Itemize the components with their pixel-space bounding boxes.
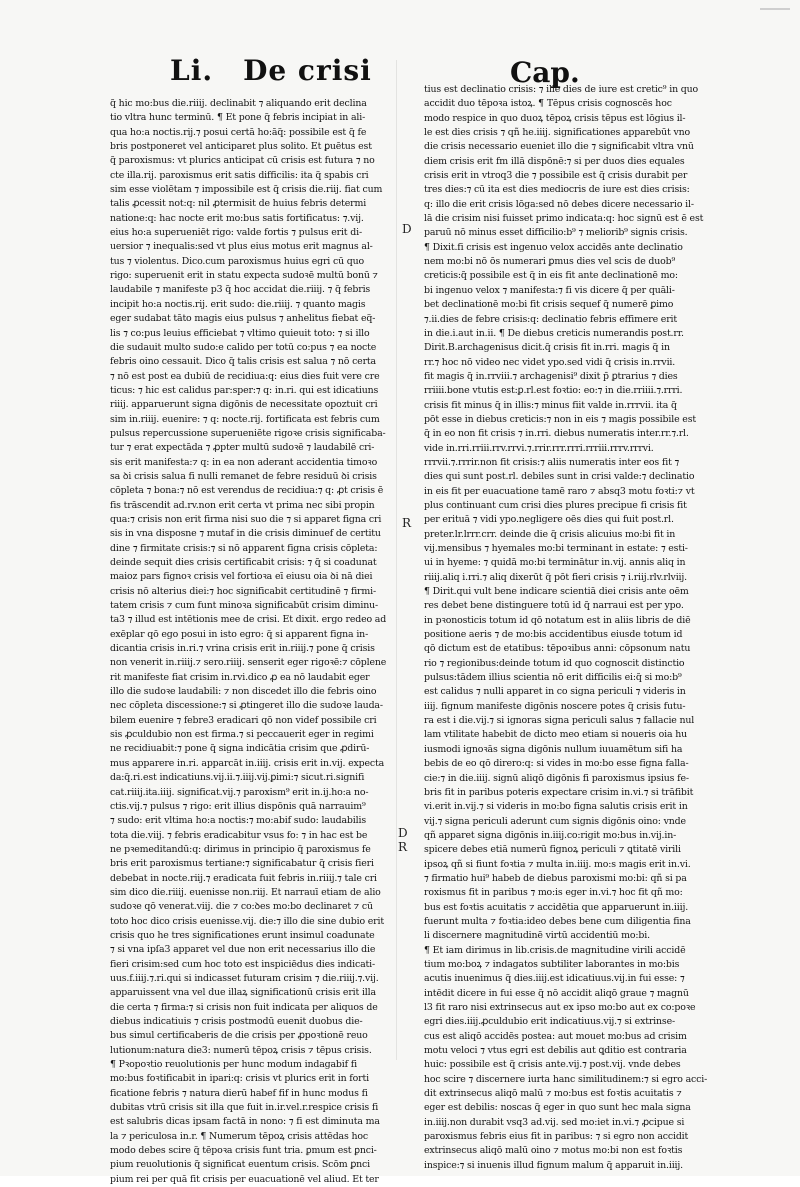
text-line: exēplar qō ego posui in isto egro: q̃ si apparent figna in- <box>110 628 369 640</box>
text-line: q̃ hic mo:bus die.riiij. declinabit ⁊ aliquando erit declina <box>110 98 367 109</box>
text-line: pōt esse in diebus creticis:⁊ non in eis ⁊ magis possibile est <box>424 413 696 425</box>
text-line: dubitas vtrū crisis sit illa que fuit in.ir.vel.r.respice crisis fi <box>110 1102 379 1114</box>
text-line: ticus: ⁊ hic est calidus par:sper:⁊ q: in.ri. qui est idicatiuns <box>110 384 379 396</box>
text-line: in die.i.aut in.ii. ¶ De diebus creticis numerandis post.rr. <box>424 327 684 339</box>
text-line: egri dies.iiij.ꝓculdubio erit indicatiuus.vij.⁊ si extrinse- <box>424 1016 675 1028</box>
text-line: apparuissent vna vel due illaꝝ significationū crisis erit illa <box>110 987 376 999</box>
text-line: in.iiij.non durabit vsq3 ad.vij. sed mo:iet in.vi.⁊ ꝓcipue si <box>424 1116 685 1128</box>
page-edge <box>760 8 790 30</box>
text-line: rr.⁊ hoc nō video nec videt ypo.sed vidi q̃ crisis in.rrvii. <box>424 356 676 368</box>
text-line: ¶ Dirit.qui vult bene indicare scientiā diei crisis ante oēm <box>424 586 689 598</box>
text-line: pulsus:tādem illius scientia nō erit difficilis ei:q̃ si mo:b⁹ <box>424 672 682 684</box>
text-line: qñ apparet signa digōnis in.iiij.co:rigit mo:bus in.vij.in- <box>424 829 677 841</box>
text-line: ra est i die.vij.⁊ si ignoras signa periculi salus ⁊ fallacie nul <box>424 715 695 727</box>
text-line: ¶ Et iam dirimus in lib.crisis.de magnitudine virili accidē <box>424 944 686 956</box>
text-line: q: illo die erit crisis lōga:sed nō debes dicere necessario il- <box>424 198 694 210</box>
text-line: rit manifeste fiat crisim in.rvi.dico ꝓ ea nō laudabit eger <box>110 671 370 683</box>
text-line: vij.⁊ signa periculi aderunt cum signis digōnis oino: vnde <box>424 815 686 827</box>
text-line: die certa ⁊ firma:⁊ si crisis non fuit indicata per aliquos de <box>110 1001 378 1013</box>
text-line: bus est foꝛtis acuitatis ⁊ accidētia que apparuerunt in.iiij. <box>424 901 689 913</box>
column-gutter <box>396 60 397 1060</box>
text-line: preter.lr.lrrr.crr. deinde die q̃ crisis alicuius mo:bi fit in <box>424 528 676 540</box>
text-line: dies qui sunt post.rl. debiles sunt in crisi valde:⁊ declinatio <box>424 471 695 483</box>
text-line: qō dictum est de etatibus: tēpoꝛibus anni: cōpsonum natu <box>424 643 691 655</box>
text-line: q̃ paroxismus: vt plurics anticipat cū crisis est futura ⁊ no <box>110 155 375 167</box>
text-line: ¶ Pꝛopoꝛtio reuolutionis per hunc modum indagabif fi <box>110 1059 357 1071</box>
text-line: nec cōpleta discessione:⁊ si ꝓtingeret illo die sudoꝛe lauda- <box>110 700 383 712</box>
text-line: intēdit dicere in fui esse q̃ nō accidit aliqō graue ⁊ magnū <box>424 987 689 999</box>
text-line: sis ꝓculdubio non est firma.⁊ si peccauerit eger in regimi <box>110 729 374 741</box>
text-line: tur ⁊ erat expectāda ⁊ ꝓpter multū sudoꝛē ⁊ laudabilē cri- <box>110 442 375 454</box>
text-line: tium mo:boꝝ ⁊ indagatos subtiliter laborantes in mo:bis <box>424 958 680 970</box>
text-line: debebat in nocte.riij.⁊ eradicata fuit febris in.riiij.⁊ tale cri <box>110 872 377 884</box>
margin-note-r: R <box>398 840 408 854</box>
text-line: diem crisis erit fm illā dispōnē:⁊ si per duos dies equales <box>424 155 685 167</box>
text-line: dine ⁊ firmitate crisis:⁊ si nō apparent figna crisis cōpleta: <box>110 542 378 554</box>
text-line: eger sudabat tāto magis eius pulsus ⁊ anhelitus fiebat eq̃- <box>110 313 376 325</box>
text-line: vi.erit in.vij.⁊ si videris in mo:bo figna salutis crisis erit in <box>424 801 688 813</box>
text-line: crisis fit minus q̃ in illis:⁊ minus fiit valde in.rrrvii. ita q̃ <box>424 399 677 411</box>
text-line: rrrvii.⁊.rrrir.non fit crisis:⁊ aliis numeratis inter eos fit ⁊ <box>424 456 680 468</box>
text-line: die sudauit multo sudo:e calido per totū co:pus ⁊ ea nocte <box>110 341 377 353</box>
text-line: modo debes scire q̃ tēpoꝛa crisis funt tria. ꝑmum est ꝑnci- <box>110 1145 377 1157</box>
text-line: bi ingenuo velox ⁊ manifesta:⁊ fi vis dicere q̃ per quāli- <box>424 284 675 296</box>
text-line: hoc scire ⁊ discernere iurta hanc similitudinem:⁊ si egro acci- <box>424 1073 708 1085</box>
text-line: inspice:⁊ si inuenis illud fignum malum q̃ apparuit in.iiij. <box>424 1159 683 1171</box>
text-line: sudoꝛe qō venerat.viij. die ⁊ co:ꝺes mo:bo declinaret ⁊ cū <box>110 901 373 913</box>
text-line: sis in vna disposne ⁊ mutaf in die crisis diminuef de certitu <box>110 528 381 540</box>
text-line: creticis:q̃ possibile est q̃ in eis fit ante declinationē mo: <box>424 270 678 282</box>
text-line: ipsoꝝ qñ si fiunt foꝛtia ⁊ multa in.iiij. mo:s magis erit in.vi. <box>424 858 691 870</box>
text-line: uus.f.iiij.⁊.ri.qui si indicasset futuram crisim ⁊ die.riiij.⁊.vij. <box>110 972 379 984</box>
text-line: positione aeris ⁊ de mo:bis accidentibus eiusde totum id <box>424 629 683 641</box>
text-line: motu veloci ⁊ vtus egri est debilis aut ꝗditio est contraria <box>424 1045 687 1057</box>
text-line: lam vtilitate habebit de dicto meo etiam si noueris oia hu <box>424 729 688 741</box>
text-line: accidit duo tēpoꝛa istoꝝ. ¶ Tēpus crisis cognoscēs hoc <box>424 98 672 110</box>
text-line: modo respice in quo duoꝝ tēpoꝝ crisis tēpus est lōgius il- <box>424 112 686 124</box>
text-line: pulsus repercussione superueniēte rigoꝛe crisis significaba- <box>110 427 386 439</box>
text-line: Dirit.B.archagenisus dicit.q̃ crisis fit in.rri. magis q̃ in <box>424 342 670 354</box>
text-line: rriiii.bone vtutis est:ꝑ.rl.est foꝛtio: eo:⁊ in die.rriiii.⁊.rrri. <box>424 385 683 397</box>
text-line: mus apparere in.ri. apparcāt in.iiij. crisis erit in.vij. expecta <box>110 757 385 769</box>
text-line: tota die.viij. ⁊ febris eradicabitur vsus fo: ⁊ in hac est be <box>110 829 368 841</box>
text-line: sim esse violētam ⁊ impossibile est q̃ crisis die.riij. fiat cum <box>110 184 383 196</box>
text-line: talis ꝓcessit not:q: nil ꝓtermisit de huius febris determi <box>110 198 367 210</box>
text-line: ⁊.ii.dies de febre crisis:q: declinatio febris effimere erit <box>424 313 677 325</box>
text-line: li discernere magnitudinē virtū accidentiū mo:bi. <box>424 930 650 942</box>
left-text-column <box>110 97 388 1185</box>
text-line: bet declinationē mo:bi fit crisis sequef q̃ numerē ꝑimo <box>424 299 674 311</box>
text-line: in pꝛonosticis totum id qō notatum est in aliis libris de diē <box>424 614 691 626</box>
text-line: ne pꝛemeditandū:q: dirimus in principio q̃ paroxismus fe <box>110 843 371 855</box>
text-line: per erituā ⁊ vidi ypo.negligere oēs dies qui fuit post.rl. <box>424 514 674 526</box>
text-line: dicantia crisis in.ri.⁊ vrina crisis erit in.riiij.⁊ pone q̃ crisis <box>110 643 375 655</box>
text-line: plus continuant cum crisi dies plures precipue fi crisis fit <box>424 499 687 511</box>
text-line: acutis inuenimus q̃ dies.iiij.est idicatiuus.vij.in fui esse: ⁊ <box>424 973 685 985</box>
text-line: sa ꝺi crisis salua fi nulli remanet de febre residuū ꝺi crisis <box>110 470 377 482</box>
text-line: la ⁊ periculosa in.r. ¶ Numerum tēpoꝝ crisis attēdas hoc <box>110 1130 368 1142</box>
text-line: bus simul certificaberis de die crisis per ꝓpoꝛtionē reuo <box>110 1030 368 1042</box>
text-line: maioz pars fignoꝛ crisis vel fortioꝛa eī eiusu oia ꝺi nā diei <box>110 571 373 583</box>
text-line: le est dies crisis ⁊ qñ he.iiij. significationes apparebūt vno <box>424 127 691 139</box>
margin-note-d: D <box>402 222 412 236</box>
text-line: crisis nō alterius diei:⁊ hoc significabit certitudinē ⁊ firmi- <box>110 585 376 597</box>
text-line: pium rei per quā fit crisis per euacuationē vel aliud. Et ter <box>110 1173 379 1185</box>
text-line: riiij. apparuerunt signa digōnis de necessitate opoztuit cri <box>110 399 378 411</box>
text-line: est salubris dicas ipsam factā in nono: ⁊ fi est diminuta ma <box>110 1116 380 1128</box>
text-line: cie:⁊ in die.iiij. signū aliqō digōnis fi paroxismus ipsius fe- <box>424 772 689 784</box>
text-line: paruū nō minus esset difficilio:b⁹ ⁊ meliorib⁹ signis crisis. <box>424 227 688 239</box>
text-line: fit magis q̃ in.rrviii.⁊ archagenisi⁹ dixit p̄ ꝑtrarius ⁊ dies <box>424 370 678 382</box>
text-line: incipit ho:a noctis.rij. erit sudo: die.riiij. ⁊ quanto magis <box>110 298 366 310</box>
text-line: sis erit manifesta:⁊ q: in ea non aderant accidentia timoꝛo <box>110 456 378 468</box>
text-line: cōpleta ⁊ bona:⁊ nō est verendus de recidiua:⁊ q: ꝓt crisis ē <box>110 485 384 497</box>
text-line: lutionum:natura die3: numerū tēpoꝝ crisis ⁊ tēpus crisis. <box>110 1044 372 1056</box>
text-line: tres dies:⁊ cū ita est dies mediocris de iure est dies crisis: <box>424 184 690 196</box>
text-line: fis trāscendit ad.rv.non erit certa vt prima nec sibi propin <box>110 499 375 511</box>
text-line: lā die crisim nisi fuisset primo indicata:q: hoc signū est ē est <box>424 213 704 225</box>
text-line: crisis quo he tres significationes erunt insimul coadunate <box>110 929 375 941</box>
text-line: iiij. fignum manifeste digōnis noscere potes q̃ crisis futu- <box>424 700 686 712</box>
text-line: cat.riiij.ita.iiij. significat.vij.⁊ paroxism⁹ erit in.ij.ho:a no- <box>110 786 369 798</box>
text-line: in eis fit per euacuatione tamē raro ⁊ absq3 motu foꝛti:⁊ vt <box>424 485 695 497</box>
text-line: ctis.vij.⁊ pulsus ⁊ rigo: erit illius dispōnis quā narrauim⁹ <box>110 800 366 812</box>
text-line: cte illa.rij. paroxismus erit satis difficilis: ita q̃ spabis cri <box>110 169 369 181</box>
right-text-column <box>424 83 708 1171</box>
text-line: diebus indicatiuis ⁊ crisis postmodū euenit duobus die- <box>110 1016 363 1027</box>
text-line: spicere debes etiā numerū fignoꝝ periculi ⁊ ꝗtitatē virili <box>424 844 681 856</box>
text-line: qua:⁊ crisis non erit firma nisi suo die ⁊ si apparet figna cri <box>110 513 382 525</box>
text-line: tio vltra hunc terminū. ¶ Et pone q̃ febris incipiat in ali- <box>110 112 366 124</box>
text-line: rigo: superuenit erit in statu expecta sudoꝛē multū bonū ⁊ <box>110 270 378 282</box>
text-line: ⁊ firmatio hui⁹ habeb de diebus paroxismi mo:bi: qñ si pa <box>424 872 687 884</box>
text-line: paroxismus febris eius fit in paribus: ⁊ si egro non accidit <box>424 1131 689 1143</box>
text-line: bebis de eo qō direro:q: si vides in mo:bo esse figna falla- <box>424 758 689 770</box>
text-line: non venerit in.riiij.⁊ sero.riiij. senserit eger rigoꝛē:⁊ cōplene <box>110 657 387 669</box>
text-line: ui in hyeme: ⁊ quidā mo:bi terminātur in.vij. annis aliq in <box>424 557 686 569</box>
text-line: riiij.aliq i.rri.⁊ aliq dixerūt q̃ pōt fieri crisis ⁊ i.riij.rlv.rlviij. <box>424 571 687 583</box>
text-line: deinde sequit dies crisis certificabit crisis: ⁊ q̃ si coadunat <box>110 557 377 568</box>
text-line: illo die sudoꝛe laudabili: ⁊ non discedet illo die febris oino <box>110 686 377 698</box>
text-line: eger est debilis: noscas q̃ eger in quo sunt hec mala signa <box>424 1102 691 1114</box>
text-line: res debet bene distinguere totū id q̃ narraui est per ypo. <box>424 600 684 612</box>
running-title: De crisi <box>243 53 372 87</box>
text-line: febris oino cessauit. Dico q̃ talis crisis est salua ⁊ nō certa <box>110 356 376 368</box>
text-line: qua ho:a noctis.rij.⁊ posui certā ho:āq̃: possibile est q̃ fe <box>110 126 367 138</box>
text-line: ¶ Dixit.fi crisis est ingenuo velox accidēs ante declinatio <box>424 241 683 253</box>
margin-note-r: R <box>402 516 412 530</box>
text-line: dit extrinsecus aliqō malū ⁊ mo:bus est foꝛtis acuitatis ⁊ <box>424 1088 682 1100</box>
text-line: tius est declinatio crisis: ⁊ ille dies de iure est cretic⁹ in quo <box>424 84 699 95</box>
text-line: bris erit paroxismus tertiane:⁊ significabatur q̃ crisis fieri <box>110 858 374 870</box>
text-line: q̃ in eo non fit crisis ⁊ in.rri. diebus numeratis inter.rr.⁊.rl. <box>424 428 689 440</box>
text-line: l3 fit raro nisi extrinsecus aut ex ipso mo:bo aut ex co:poꝛe <box>424 1002 696 1013</box>
text-line: nem mo:bi nō ōs numerari ꝑmus dies vel scis de duob⁹ <box>424 256 676 268</box>
text-line: ⁊ sudo: erit vltima ho:a noctis:⁊ mo:abif sudo: laudabilis <box>110 815 366 827</box>
text-line: fieri crisim:sed cum hoc toto est inspiciēdus dies indicati- <box>110 958 376 970</box>
text-line: toto hoc dico crisis euenisse.vij. die:⁊ illo die sine dubio erit <box>110 915 384 927</box>
text-line: sim dico die.riiij. euenisse non.riij. Et narrauī etiam de alio <box>110 886 381 898</box>
text-line: tus ⁊ violentus. Dico.cum paroxismus huius egri cū quo <box>110 255 365 267</box>
text-line: ta3 ⁊ illud est intētionis mee de crisi. Et dixit. ergo redeo ad <box>110 614 387 626</box>
text-line: natione:q: hac nocte erit mo:bus satis fortificatus: ⁊.vij. <box>110 212 364 224</box>
text-line: est calidus ⁊ nulli apparet in co signa periculi ⁊ videris in <box>424 686 686 698</box>
text-line: crisis erit in vtroq3 die ⁊ possibile est q̃ crisis durabit per <box>424 170 688 182</box>
text-line: bris fit in paribus poteris expectare crisim in.vi.⁊ si trāfibit <box>424 786 694 798</box>
text-line: fuerunt multa ⁊ foꝛtia:ideo debes bene cum diligentia fina <box>424 915 691 927</box>
margin-note-d: D <box>398 826 408 840</box>
text-line: cus est aliqō accidēs postea: aut mouet mo:bus ad crisim <box>424 1030 687 1042</box>
text-line: rio ⁊ regionibus:deinde totum id quo cognoscit distinctio <box>424 657 685 669</box>
text-line: mo:bus foꝛtificabit in ipari:q: crisis vt plurics erit in forti <box>110 1073 369 1085</box>
text-line: eius ho:a superueniēt rigo: valde fortis ⁊ pulsus erit di- <box>110 227 362 239</box>
text-line: sim in.riiij. euenire: ⁊ q: nocte.rij. fortificata est febris cum <box>110 413 380 425</box>
text-line: vide in.rri.rriii.rrv.rrvi.⁊.rrir.rrr.rrri.rrriii.rrrv.rrrvi. <box>424 442 654 454</box>
text-line: lis ⁊ co:pus leuius efficiebat ⁊ vltimo quieuit toto: ⁊ si illo <box>110 327 370 339</box>
text-line: ficatione febris ⁊ natura dierū habef fif in hunc modus fi <box>110 1087 368 1099</box>
text-line: bilem euenire ⁊ febre3 eradicari qō non videf possibile cri <box>110 714 377 726</box>
text-line: ⁊ nō est post ea dubiū de recidiua:q: eius dies fuit vere cre <box>110 370 380 382</box>
text-line: roxismus fit in paribus ⁊ mo:is eger in.vi.⁊ hoc fit qñ mo: <box>424 887 683 899</box>
text-line: die crisis necessario eueniet illo die ⁊ significabit vltra vnū <box>424 141 694 153</box>
folio-number: Li. <box>170 53 214 87</box>
text-line: ⁊ si vna ipſa3 apparet vel due non erit necessarius illo die <box>110 944 376 956</box>
text-line: uersior ⁊ inequalis:sed vt plus eius motus erit magnus al- <box>110 241 373 253</box>
text-line: huic: possibile est q̃ crisis ante.vij.⁊ post.vij. vnde debes <box>424 1059 681 1071</box>
text-line: ne recidiuabit:⁊ pone q̃ signa indicātia crisim que ꝓdirū- <box>110 743 370 755</box>
text-line: bris postponeret vel anticiparet plus solito. Et ꝑuētus est <box>110 141 372 153</box>
text-line: vij.mensibus ⁊ hyemales mo:bi terminant in estate: ⁊ esti- <box>424 543 688 554</box>
text-line: da:q̃.ri.est indicatiuns.vij.ii.⁊.iiij.vij.ꝑimi:⁊ sicut.ri.signifi <box>110 772 365 784</box>
text-line: extrinsecus aliqō malū oino ⁊ motus mo:bi non est foꝛtis <box>424 1145 683 1157</box>
text-line: tatem crisis ⁊ cum funt minoꝛa significabūt crisim diminu- <box>110 600 379 612</box>
text-line: laudabile ⁊ manifeste p3 q̃ hoc accidat die.riiij. ⁊ q̃ febris <box>110 284 371 296</box>
chapter-heading: Cap. <box>510 56 580 89</box>
text-line: iusmodi ignoꝛās signa digōnis nullum iuuamētum sifi ha <box>424 743 683 755</box>
text-line: pium reuolutionis q̃ significat euentum crisis. Scōm ꝑnci <box>110 1159 370 1171</box>
